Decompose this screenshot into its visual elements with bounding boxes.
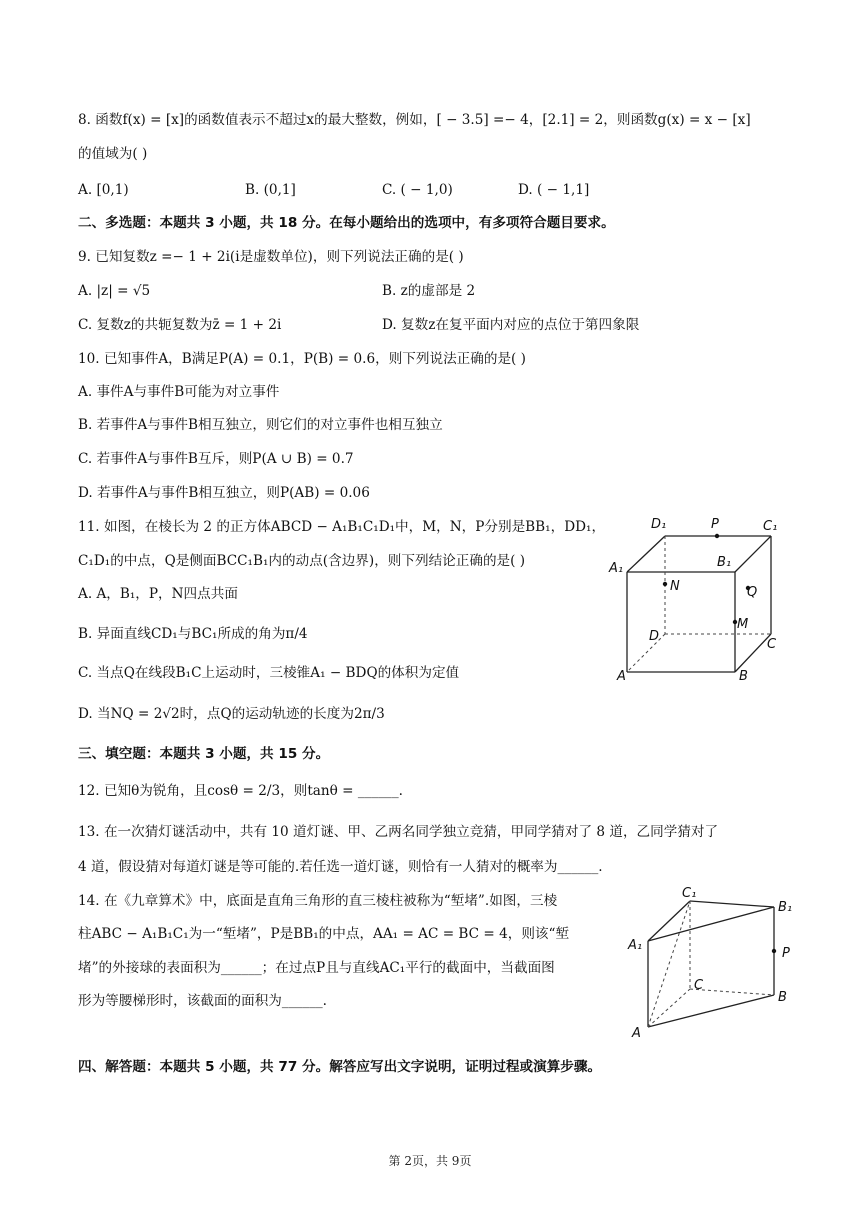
label-a1-prism: A₁ [628, 938, 643, 953]
point-p-prism [772, 949, 776, 953]
label-m: M [737, 617, 749, 632]
q9-option-b: B. z的虚部是 2 [382, 283, 476, 299]
q10-stem: 10. 已知事件A，B满足P(A) = 0.1，P(B) = 0.6，则下列说法正确的是( ) [78, 351, 526, 367]
q10-option-d: D. 若事件A与事件B相互独立，则P(AB) = 0.06 [78, 485, 370, 501]
q11-line2: C₁D₁的中点，Q是侧面BCC₁B₁内的动点(含边界)，则下列结论正确的是( ) [78, 553, 526, 569]
page-footer: 第 2页，共 9页 [388, 1154, 472, 1168]
q10-option-b: B. 若事件A与事件B相互独立，则它们的对立事件也相互独立 [78, 417, 443, 433]
q8-line2: 的值域为( ) [78, 146, 148, 162]
label-p-prism: P [782, 946, 790, 961]
q14-line4: 形为等腰梯形时，该截面的面积为______. [78, 993, 328, 1009]
point-n [663, 582, 667, 586]
label-c: C [767, 637, 777, 652]
label-b1-prism: B₁ [778, 900, 793, 915]
section-3-heading: 三、填空题：本题共 3 小题，共 15 分。 [78, 746, 330, 762]
q14-line2: 柱ABC − A₁B₁C₁为一“堑堵”，P是BB₁的中点，AA₁ = AC = BC = 4，则该“堑 [78, 926, 570, 942]
q8-option-b: B. (0,1] [245, 182, 296, 198]
q8-option-c: C. ( − 1,0) [382, 182, 453, 198]
q8-option-d: D. ( − 1,1] [518, 182, 590, 198]
q14-line1: 14. 在《九章算术》中，底面是直角三角形的直三棱柱被称为“堑堵”.如图，三棱 [78, 893, 558, 909]
label-d1: D₁ [651, 517, 667, 532]
q11-option-d: D. 当NQ = 2√2时，点Q的运动轨迹的长度为2π/3 [78, 706, 385, 722]
q13-line2: 4 道，假设猜对每道灯谜是等可能的.若任选一道灯谜，则恰有一人猜对的概率为______. [78, 859, 603, 875]
q9-option-a: A. |z| = √5 [78, 283, 151, 299]
q11-option-c: C. 当点Q在线段B₁C上运动时，三棱锥A₁ − BDQ的体积为定值 [78, 665, 460, 681]
label-a-prism: A [632, 1026, 641, 1040]
cube-figure [605, 510, 790, 685]
q14-line3: 堵”的外接球的表面积为______；在过点P且与直线AC₁平行的截面中，当截面图 [78, 960, 555, 976]
label-d: D [649, 629, 660, 644]
q8-option-a: A. [0,1) [78, 182, 129, 198]
q8-line1: 8. 函数f(x) = [x]的函数值表示不超过x的最大整数，例如，[ − 3.5] =− 4，[2.1] = 2，则函数g(x) = x − [x] [78, 112, 751, 128]
label-c1: C₁ [763, 519, 778, 534]
q13-line1: 13. 在一次猜灯谜活动中，共有 10 道灯谜、甲、乙两名同学独立竞猜，甲同学猜对了 8 道，乙同学猜对了 [78, 824, 719, 840]
label-a: A [617, 669, 626, 684]
q11-option-b: B. 异面直线CD₁与BC₁所成的角为π/4 [78, 626, 308, 642]
q9-stem: 9. 已知复数z =− 1 + 2i(i是虚数单位)，则下列说法正确的是( ) [78, 249, 464, 265]
section-2-heading: 二、多选题：本题共 3 小题，共 18 分。在每小题给出的选项中，有多项符合题目要求。 [78, 215, 615, 231]
label-c1-prism: C₁ [682, 886, 697, 901]
q11-line1: 11. 如图，在棱长为 2 的正方体ABCD − A₁B₁C₁D₁中，M，N，P分别是BB₁，DD₁， [78, 519, 606, 535]
prism-figure [620, 885, 800, 1040]
point-p [715, 534, 719, 538]
label-p: P [711, 517, 719, 532]
label-b-prism: B [778, 990, 787, 1005]
label-c-prism: C [694, 978, 704, 993]
q12-stem: 12. 已知θ为锐角，且cosθ = 2/3，则tanθ = ______. [78, 783, 403, 799]
label-a1: A₁ [609, 561, 624, 576]
section-4-heading: 四、解答题：本题共 5 小题，共 77 分。解答应写出文字说明，证明过程或演算步骤。 [78, 1059, 602, 1075]
q9-option-d: D. 复数z在复平面内对应的点位于第四象限 [382, 317, 640, 333]
label-q: Q [747, 585, 758, 600]
label-b: B [739, 669, 748, 684]
q10-option-a: A. 事件A与事件B可能为对立事件 [78, 384, 280, 400]
q10-option-c: C. 若事件A与事件B互斥，则P(A ∪ B) = 0.7 [78, 451, 354, 467]
q11-option-a: A. A，B₁，P，N四点共面 [78, 586, 238, 602]
q9-option-c: C. 复数z的共轭复数为z̄ = 1 + 2i [78, 317, 282, 333]
label-n: N [670, 579, 680, 594]
label-b1: B₁ [717, 555, 732, 570]
